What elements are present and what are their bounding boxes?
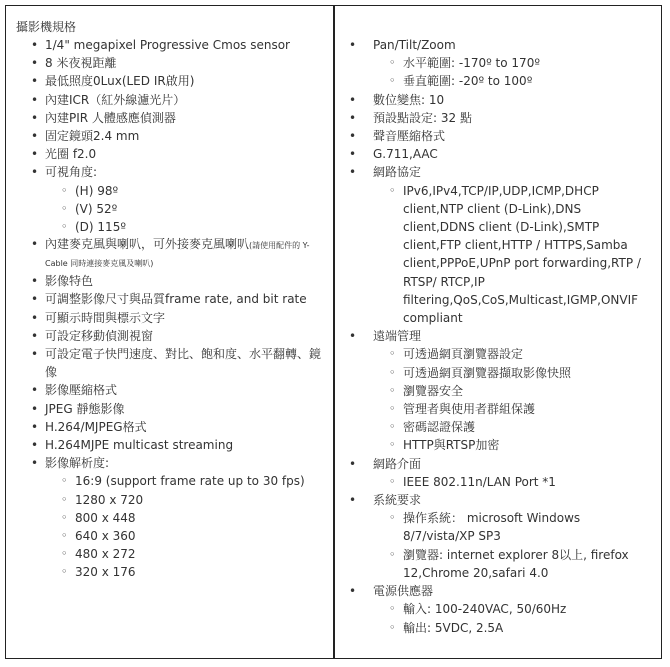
sub-list-item: ◦ (H) 98º [45,182,327,200]
protocol-list [373,182,655,328]
sub-list-item: ◦ 水平範圍: -170º to 170º [373,54,655,72]
list-item: • 固定鏡頭2.4 mm [16,127,327,145]
list-item: • 可設定電子快門速度、對比、飽和度、水平翻轉、鏡像 [16,345,327,381]
spec-table [5,5,662,659]
ptz-list [373,54,655,90]
sub-list-item: ◦ IPv6,IPv4,TCP/IP,UDP,ICMP,DHCP client,NTP client (D-Link),DNS client,DDNS client (D-Link),SMTP client,FTP client,HTTP / HTTPS,Samba client,PPPoE,UPnP port forwarding,RTP / RTSP/ RTCP,IP filtering,QoS,CoS,Multicast,IGMP,ONVIF compliant [373,182,655,328]
resolution-list [45,472,327,581]
network-interface-list [373,473,655,491]
list-item [16,236,327,272]
list-item [16,454,327,581]
list-item-label: 遠端管理 [373,329,422,344]
list-item [16,163,327,236]
spec-title: 攝影機規格 [16,20,77,34]
sub-list-item: ◦ 640 x 360 [45,527,327,545]
sub-list-item: ◦ 320 x 176 [45,563,327,581]
sub-list-item: ◦ (V) 52º [45,200,327,218]
list-item [349,327,655,454]
sub-list-item: ◦ 密碼認證保護 [373,418,655,436]
list-item: • 影像壓縮格式 [16,381,327,399]
system-requirements-list [373,509,655,582]
viewing-angle-list [45,182,327,237]
list-item: • JPEG 靜態影像 [16,400,327,418]
left-column [6,6,335,658]
list-item [349,163,655,327]
list-item: • 影像特色 [16,272,327,290]
sub-list-item: ◦ 操作系統： microsoft Windows 8/7/vista/XP SP3 [373,509,655,545]
list-item: • 1/4" megapixel Progressive Cmos sensor [16,36,327,54]
list-item-label: 內建麥克風與喇叭，可外接麥克風喇叭 [45,237,250,252]
left-spec-list [16,36,327,582]
list-item: • 可調整影像尺寸與品質frame rate, and bit rate [16,290,327,308]
sub-list-item: ◦ 16:9 (support frame rate up to 30 fps) [45,472,327,490]
right-spec-list [349,36,655,637]
sub-list-item: ◦ 管理者與使用者群組保護 [373,400,655,418]
list-item: • 可顯示時間與標示文字 [16,309,327,327]
sub-list-item: ◦ 輸入: 100-240VAC, 50/60Hz [373,600,655,618]
sub-list-item: ◦ 1280 x 720 [45,491,327,509]
sub-list-item: ◦ 瀏覽器: internet explorer 8以上, firefox 12,Chrome 20,safari 4.0 [373,546,655,582]
list-item: • 預設點設定: 32 點 [349,109,655,127]
list-item-label: Pan/Tilt/Zoom [373,38,456,52]
list-item [349,455,655,491]
list-item-label: 系統要求 [373,493,422,508]
sub-list-item: ◦ 輸出: 5VDC, 2.5A [373,619,655,637]
remote-management-list [373,345,655,454]
sub-list-item: ◦ 瀏覽器安全 [373,382,655,400]
list-item-label: 可視角度: [45,165,98,180]
list-item: • 數位變焦: 10 [349,91,655,109]
sub-list-item: ◦ HTTP與RTSP加密 [373,436,655,454]
list-item: • 內建PIR 人體感應偵測器 [16,109,327,127]
list-item [349,36,655,91]
list-item: • 聲音壓縮格式 [349,127,655,145]
sub-list-item: ◦ IEEE 802.11n/LAN Port *1 [373,473,655,491]
list-item: • 可設定移動偵測視窗 [16,327,327,345]
sub-list-item: ◦ 可透過網頁瀏覽器設定 [373,345,655,363]
sub-list-item: ◦ 480 x 272 [45,545,327,563]
sub-list-item: ◦ 可透過網頁瀏覽器擷取影像快照 [373,364,655,382]
list-item [349,491,655,582]
list-item-label: 電源供應器 [373,584,434,599]
sub-list-item: ◦ (D) 115º [45,218,327,236]
list-item: • 8 米夜視距離 [16,54,327,72]
sub-list-item: ◦ 800 x 448 [45,509,327,527]
list-item [349,582,655,637]
sub-list-item: ◦ 垂直範圍: -20º to 100º [373,72,655,90]
power-supply-list [373,600,655,636]
list-item-label: 網路介面 [373,456,422,471]
list-item: • 最低照度0Lux(LED IR啟用) [16,72,327,90]
list-item: • G.711,AAC [349,145,655,163]
list-item: • 光圈 f2.0 [16,145,327,163]
right-column [335,6,661,658]
list-item: • H.264MJPE multicast streaming [16,436,327,454]
list-item: • 內建ICR（紅外線濾光片） [16,91,327,109]
footnote-text: (請使用配件的 Y-Cable 同時連接麥克風及喇叭) [45,241,310,269]
list-item-label: 影像解析度: [45,456,110,471]
list-item: • H.264/MJPEG格式 [16,418,327,436]
list-item-label: 網路協定 [373,165,422,180]
